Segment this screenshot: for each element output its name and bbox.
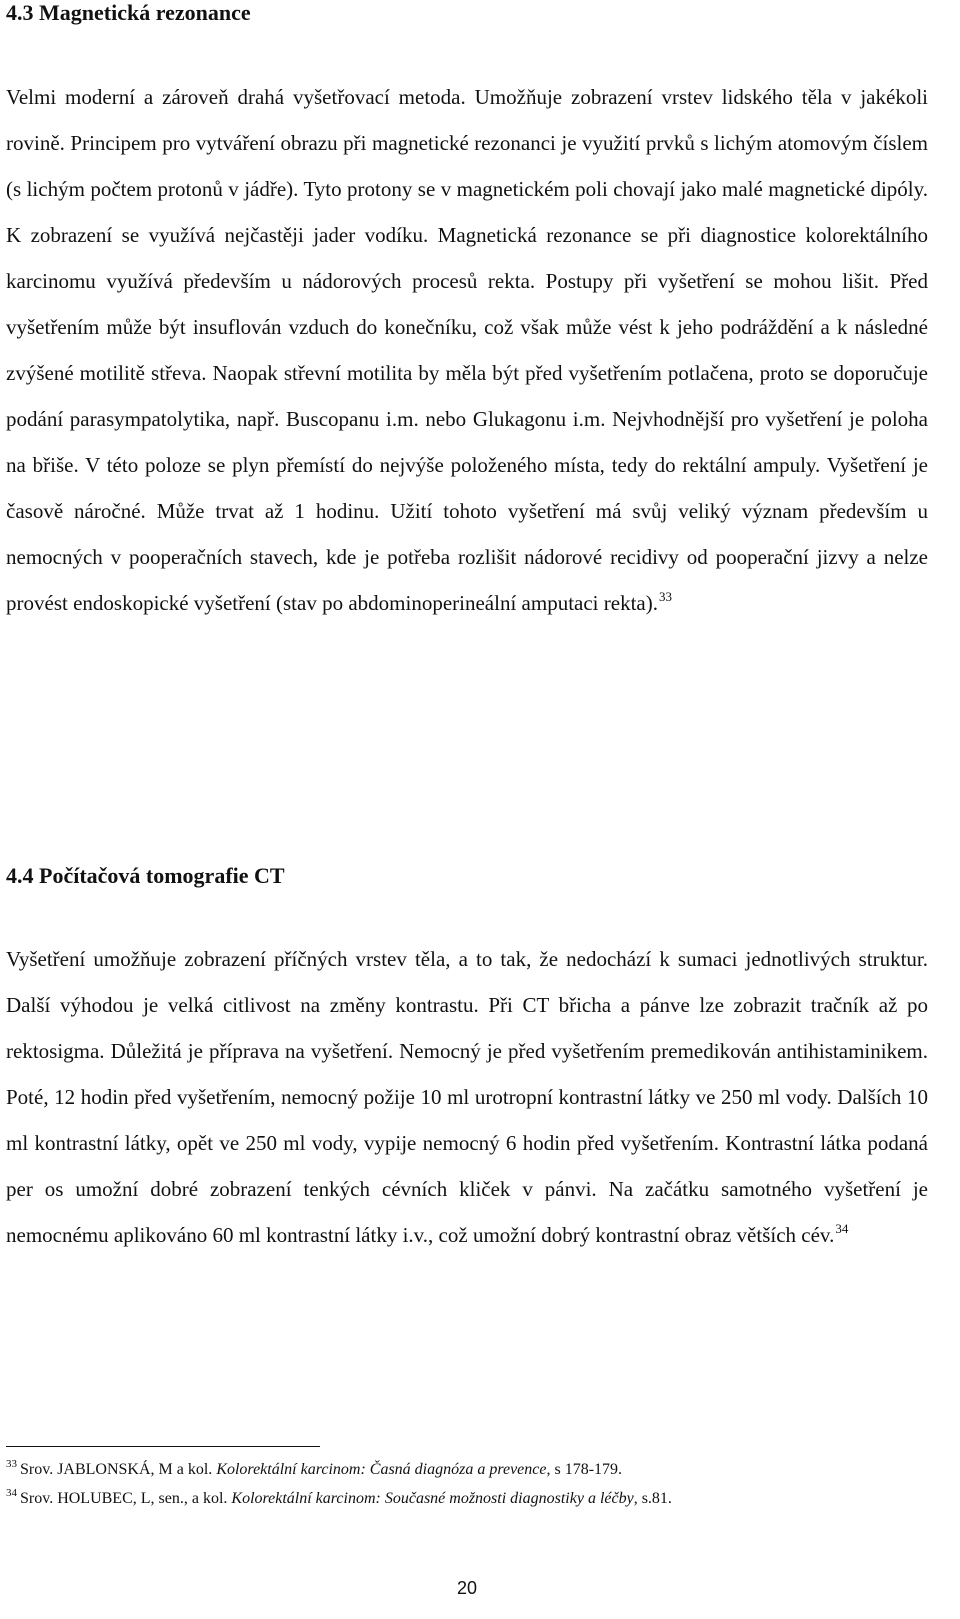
- paragraph-magneticka-rezonance: [6, 74, 928, 629]
- footnote-ref-33[interactable]: 33: [658, 589, 672, 604]
- footnote-ref-34[interactable]: 34: [835, 1221, 849, 1236]
- footnote-suffix: , s 178-179.: [546, 1461, 623, 1478]
- footnote-title: Kolorektální karcinom: Současné možnosti diagnostiky a léčby: [231, 1490, 634, 1507]
- section-heading-pocitacova-tomografie: 4.4 Počítačová tomografie CT: [6, 863, 285, 888]
- footnote-separator: [6, 1446, 320, 1447]
- footnotes: [6, 1456, 928, 1514]
- footnote-number: 33: [6, 1458, 17, 1470]
- section-heading-magneticka-rezonance: 4.3 Magnetická rezonance: [6, 0, 251, 25]
- paragraph-text: Velmi moderní a zároveň drahá vyšetřovací metoda. Umožňuje zobrazení vrstev lidského těla v jakékoli rovině. Principem pro vytváření obrazu při magnetické rezonanci je využití prvků s lichým atomovým číslem (s lichým počtem protonů v jádře). Tyto protony se v magnetickém poli chovají jako malé magnetické dipóly. K zobrazení se využívá nejčastěji jader vodíku. Magnetická rezonance se při diagnostice kolorektálního karcinomu využívá především u nádorových procesů rekta. Postupy při vyšetření se mohou lišit. Před vyšetřením může být insuflován vzduch do konečníku, což však může vést k jeho podráždění a k následné zvýšené motilitě střeva. Naopak střevní motilita by měla být před vyšetřením potlačena, proto se doporučuje podání parasympatolytika, např. Buscopanu i.m. nebo Glukagonu i.m. Nejvhodnější pro vyšetření je poloha na břiše. V této poloze se plyn přemístí do nejvýše položeného místa, tedy do rektální ampuly. Vyšetření je časově náročné. Může trvat až 1 hodinu. Užití tohoto vyšetření má svůj veliký význam především u nemocných v pooperačních stavech, kde je potřeba rozlišit nádorové recidivy od pooperační jizvy a nelze provést endoskopické vyšetření (stav po abdominoperineální amputaci rekta).: [6, 85, 928, 615]
- footnote-suffix: , s.81.: [633, 1490, 672, 1507]
- paragraph-pocitacova-tomografie: [6, 936, 928, 1261]
- footnote-number: 34: [6, 1487, 17, 1499]
- footnote-prefix: Srov. HOLUBEC, L, sen., a kol.: [20, 1490, 232, 1507]
- footnote-34: [6, 1485, 928, 1514]
- footnote-prefix: Srov. JABLONSKÁ, M a kol.: [20, 1461, 217, 1478]
- footnote-title: Kolorektální karcinom: Časná diagnóza a prevence: [216, 1461, 547, 1478]
- paragraph-text: Vyšetření umožňuje zobrazení příčných vrstev těla, a to tak, že nedochází k sumaci jednotlivých struktur. Další výhodou je velká citlivost na změny kontrastu. Při CT břicha a pánve lze zobrazit tračník až po rektosigma. Důležitá je příprava na vyšetření. Nemocný je před vyšetřením premedikován antihistaminikem. Poté, 12 hodin před vyšetřením, nemocný požije 10 ml urotropní kontrastní látky ve 250 ml vody. Dalších 10 ml kontrastní látky, opět ve 250 ml vody, vypije nemocný 6 hodin před vyšetřením. Kontrastní látka podaná per os umožní dobré zobrazení tenkých cévních kliček v pánvi. Na začátku samotného vyšetření je nemocnému aplikováno 60 ml kontrastní látky i.v., což umožní dobrý kontrastní obraz větších cév.: [6, 947, 928, 1247]
- footnote-33: [6, 1456, 928, 1485]
- page-number: 20: [456, 1578, 478, 1598]
